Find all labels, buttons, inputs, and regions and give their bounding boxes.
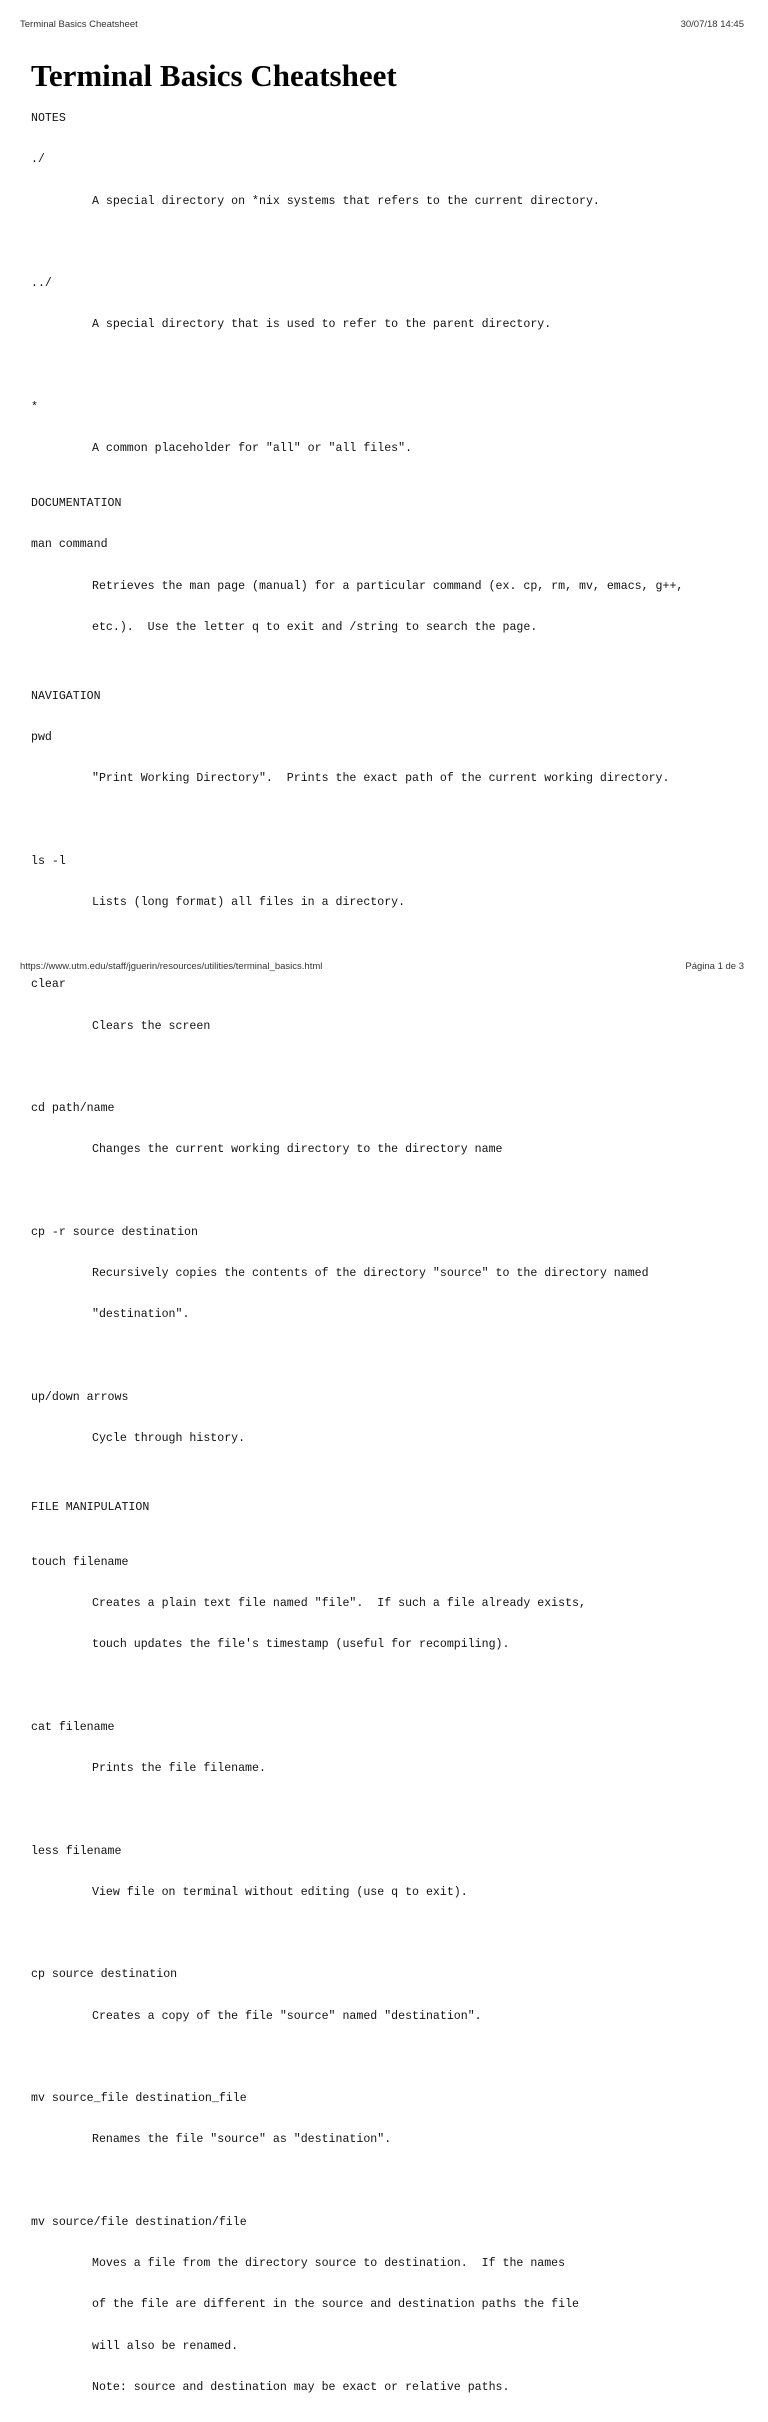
entry-desc: Cycle through history. [92,1432,246,1445]
entry-desc: Renames the file "source" as "destination". [92,2133,392,2147]
page-title: Terminal Basics Cheatsheet [31,58,397,93]
section-heading-documentation: DOCUMENTATION [31,497,122,510]
entry-desc: touch updates the file's timestamp (useful for recompiling). [92,1638,510,1652]
entry-term: less filename [31,1844,122,1858]
entry-mv-rename [31,2065,761,2175]
entry-arrows [31,1363,761,1473]
entry-term: cp source destination [31,1968,178,1982]
entry-desc: etc.). Use the letter q to exit and /string to search the page. [92,620,538,634]
entry-desc: A common placeholder for "all" or "all files". [92,442,413,455]
entry-desc: "destination". [92,1308,190,1322]
entry-desc: "Print Working Directory". Prints the exact path of the current working directory. [92,772,670,785]
entry-parent-dir [31,250,761,360]
entry-term: ls -l [31,854,66,868]
entry-desc: A special directory on *nix systems that refers to the current directory. [92,194,600,208]
print-header [20,19,744,33]
entry-term: ./ [31,153,45,167]
entry-desc: of the file are different in the source and destination paths the file [92,2298,580,2312]
entry-cd [31,1075,761,1185]
entry-desc: Lists (long format) all files in a directory. [92,895,406,909]
entry-less [31,1817,761,1927]
print-header-timestamp: 30/07/18 14:45 [680,19,744,30]
entry-term: mv source/file destination/file [31,2215,247,2229]
entry-desc: View file on terminal without editing (use q to exit). [92,1885,468,1899]
entry-touch [31,1528,761,1679]
entry-term: cat filename [31,1720,115,1734]
entry-pwd [31,703,761,813]
entry-term: mv source_file destination_file [31,2092,247,2105]
section-heading-navigation: NAVIGATION [31,689,101,703]
entry-desc: Moves a file from the directory source to destination. If the names [92,2257,566,2270]
entry-desc: Recursively copies the contents of the directory "source" to the directory named [92,1267,649,1280]
section-navigation [31,690,761,1474]
section-notes [31,112,761,483]
entry-desc: Retrieves the man page (manual) for a particular command (ex. cp, rm, mv, emacs, g++, [92,579,684,593]
entry-term: man command [31,538,108,552]
entry-mv-move [31,2188,761,2422]
entry-term: cd path/name [31,1102,115,1115]
entry-term: ../ [31,277,52,290]
entry-current-dir [31,126,761,236]
entry-desc: Prints the file filename. [92,1762,266,1775]
section-file-manipulation [31,1501,761,2422]
page-number: Página 1 de 3 [685,961,744,972]
section-heading-notes: NOTES [31,112,66,125]
print-header-title: Terminal Basics Cheatsheet [20,19,138,30]
entry-desc: Creates a copy of the file "source" named "destination". [92,2009,482,2023]
entry-wildcard [31,373,761,483]
print-footer [20,961,744,975]
section-heading-file-manipulation: FILE MANIPULATION [31,1500,150,1514]
entry-term: pwd [31,730,52,744]
entry-desc: Creates a plain text file named "file". If such a file already exists, [92,1597,586,1610]
entry-desc: Changes the current working directory to the directory name [92,1143,503,1157]
entry-cat [31,1693,761,1803]
entry-desc: Note: source and destination may be exact or relative paths. [92,2380,510,2394]
entry-ls [31,827,761,937]
source-url-link[interactable]: https://www.utm.edu/staff/jguerin/resources/utilities/terminal_basics.html [20,961,323,972]
entry-desc: Clears the screen [92,1019,211,1033]
entry-cp-r [31,1198,761,1349]
entry-term: clear [31,978,66,992]
entry-term: touch filename [31,1555,129,1569]
entry-man [31,511,761,662]
entry-cp [31,1941,761,2051]
cheatsheet-content [31,112,761,2422]
entry-desc: A special directory that is used to refer to the parent directory. [92,318,552,332]
entry-term: up/down arrows [31,1390,129,1404]
entry-desc: will also be renamed. [92,2339,239,2353]
entry-term: cp -r source destination [31,1225,198,1239]
section-documentation [31,497,761,662]
entry-term: * [31,400,38,414]
